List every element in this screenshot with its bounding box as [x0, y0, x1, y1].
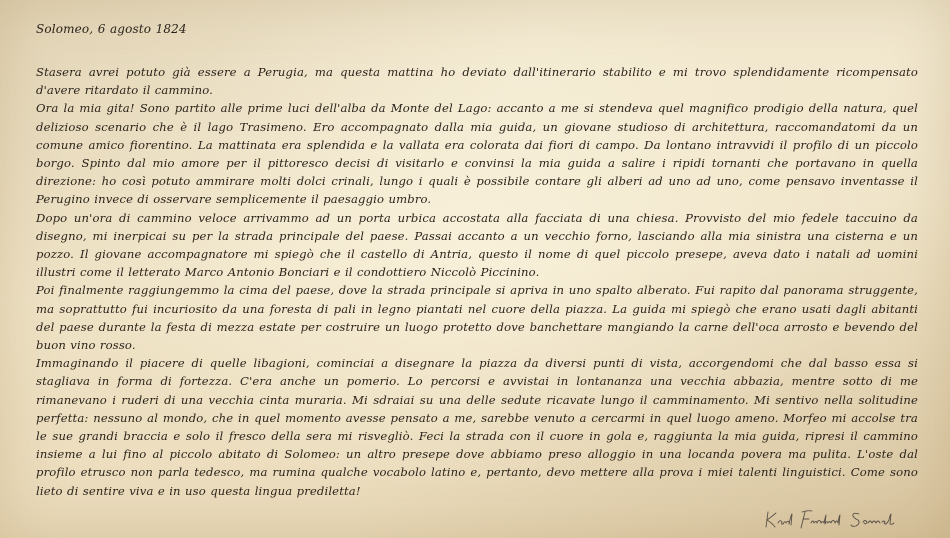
letter-paragraph: Poi finalmente raggiungemmo la cima del paese, dove la strada principale si apriva in uno spalto alberato. Fui rapito dal panorama struggente, ma soprattutto fui incuriosito da una foresta di pali in legno piantati nel cuore della piazza. La guida mi spiegò che erano usati dagli abitanti del paese durante la festa di mezza estate per costruire un luogo protetto dove banchettare mangiando la carne dell'oca arrosto e bevendo del buon vino rosso. — [36, 283, 918, 353]
letter-dateline: Solomeo, 6 agosto 1824 — [36, 22, 187, 36]
letter-body — [36, 20, 918, 500]
handwritten-signature — [762, 506, 912, 532]
letter-paragraph: Stasera avrei potuto già essere a Perugia, ma questa mattina ho deviato dall'itinerario stabilito e mi trovo splendidamente ricompensato d'avere ritardato il cammino. — [36, 65, 918, 98]
letter-paragraph: Dopo un'ora di cammino veloce arrivammo ad un porta urbica accostata alla facciata di una chiesa. Provvisto del mio fedele taccuino da disegno, mi inerpicai su per la strada principale del paese. Passai accanto a un vecchio forno, lasciando alla mia sinistra una cisterna e un pozzo. Il giovane accompagnatore mi spiegò che il castello di Antria, questo il nome di quel piccolo presepe, aveva dato i natali ad uomini illustri come il letterato Marco Antonio Bonciari e il condottiero Niccolò Piccinino. — [36, 210, 918, 280]
letter-paragraph: Ora la mia gita! Sono partito alle prime luci dell'alba da Monte del Lago: accanto a me si stendeva quel magnifico prodigio della natura, quel delizioso scenario che è il lago Trasimeno. Ero accompagnato dalla mia guida, un giovane studioso di architettura, raccomandatomi da un comune amico fiorentino. La mattinata era splendida e la vallata era colorata dai fiori di campo. Da lontano intravvidi il profilo di un piccolo borgo. Spinto dal mio amore per il pittoresco decisi di visitarlo e convinsi la mia guida a salire i ripidi tornanti che portavano in quella direzione: ho così potuto ammirare molti dolci crinali, lungo i quali è possibile contare gli alberi ad uno ad uno, come pensavo inventasse il Perugino invece di osservare semplicemente il paesaggio umbro. — [36, 101, 918, 207]
letter-paragraph: Immaginando il piacere di quelle libagioni, cominciai a disegnare la piazza da diversi punti di vista, accorgendomi che dal basso essa si stagliava in forma di fortezza. C'era anche un pomerio. Lo percorsi e avvistai in lontananza una vecchia abbazia, mentre sotto di me rimanevano i ruderi di una vecchia cinta muraria. Mi sdraiai su una delle sedute ricavate lungo il camminamento. Mi sentivo nella solitudine perfetta: nessuno al mondo, che in quel momento avesse pensato a me, sarebbe venuto a cercarmi in quel luogo ameno. Morfeo mi accolse tra le sue grandi braccia e solo il fresco della sera mi risvegliò. Feci la strada con il cuore in gola e, raggiunta la mia guida, ripresi il cammino insieme a lui fino al piccolo abitato di Solomeo: un altro presepe dove abbiamo preso alloggio in una locanda povera ma pulita. L'oste dal profilo etrusco non parla tedesco, ma rumina qualche vocabolo latino e, pertanto, devo mettere alla prova i miei talenti linguistici. Come sono lieto di sentire viva e in uso questa lingua prediletta! — [36, 356, 918, 498]
